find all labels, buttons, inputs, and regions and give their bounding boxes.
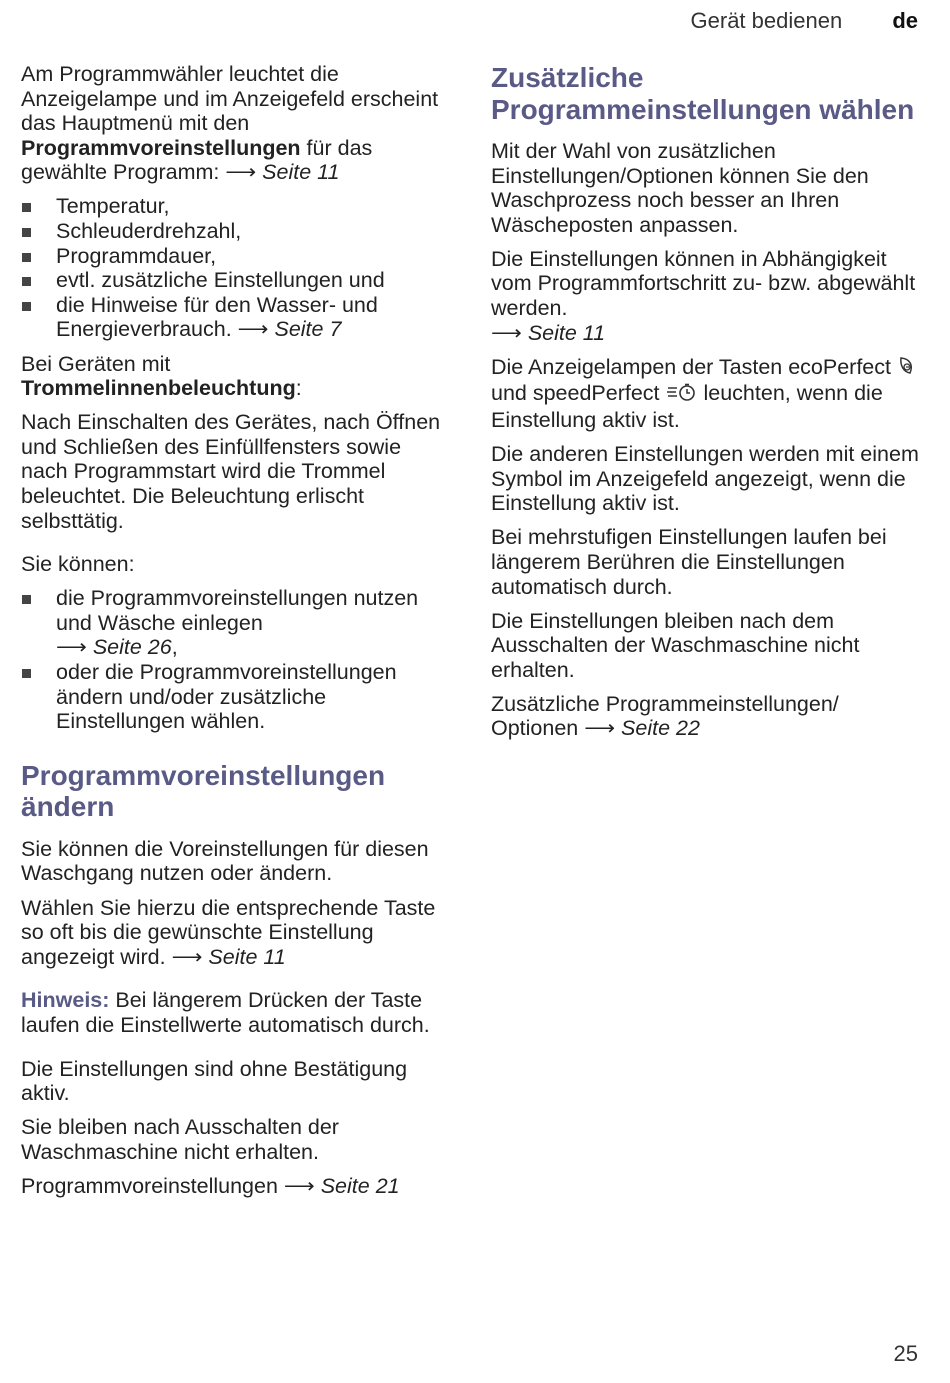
page-reference[interactable]: Seite 22 bbox=[621, 716, 700, 741]
speed-clock-icon bbox=[666, 382, 698, 408]
hint-text: Bei längerem Drücken der Taste laufen die Einstellwerte automatisch durch. bbox=[21, 988, 430, 1037]
list-item bbox=[21, 293, 453, 342]
right-column bbox=[491, 62, 931, 751]
intro-text-2: für das gewählte Programm: bbox=[21, 135, 373, 185]
drum-light-label bbox=[21, 352, 453, 401]
page-number: 25 bbox=[893, 1341, 918, 1366]
intro-bold: Programmvoreinstellungen bbox=[21, 135, 301, 160]
intro-paragraph bbox=[21, 62, 453, 185]
left-column bbox=[21, 62, 453, 1208]
settings-list bbox=[21, 194, 453, 342]
paragraph-text: Zusätzliche Programmeinstellungen/ Optionen bbox=[491, 691, 839, 741]
arrow-icon: ⟶ bbox=[225, 160, 257, 185]
paragraph: Bei mehrstufigen Einstellungen laufen bei längerem Berühren die Einstellungen automatisch durch. bbox=[491, 525, 887, 599]
section-heading: Zusätzliche Programmeinstellungen wählen bbox=[491, 62, 915, 125]
paragraph-text: Die Einstellungen können in Abhängigkeit vom Programmfortschritt zu- bzw. abgewählt werden. bbox=[491, 246, 916, 321]
drum-label-colon: : bbox=[295, 376, 302, 401]
paragraph: Sie können die Voreinstellungen für diesen Waschgang nutzen oder ändern. bbox=[21, 836, 429, 886]
you-can-label: Sie können: bbox=[21, 552, 135, 577]
list-item-suffix: , bbox=[171, 635, 178, 660]
paragraph: Die anderen Einstellungen werden mit einem Symbol im Anzeigefeld angezeigt, wenn die Einstellung aktiv ist. bbox=[491, 442, 919, 516]
page-header bbox=[691, 8, 918, 34]
list-item bbox=[21, 586, 453, 660]
list-item-text: die Programmvoreinstellungen nutzen und Wäsche einlegen bbox=[56, 586, 419, 635]
drum-label-text: Bei Geräten mit bbox=[21, 351, 171, 376]
header-language-code: de bbox=[892, 8, 918, 33]
section-heading: Programmvoreinstellungen ändern bbox=[21, 759, 386, 823]
intro-text: Am Programmwähler leuchtet die Anzeigelampe und im Anzeigefeld erscheint das Hauptmenü mit den bbox=[21, 62, 439, 136]
header-section-title: Gerät bedienen bbox=[690, 8, 843, 33]
list-item: oder die Programmvoreinstellungen ändern und/oder zusätzliche Einstellungen wählen. bbox=[21, 660, 453, 734]
page-reference[interactable]: Seite 21 bbox=[320, 1173, 400, 1198]
arrow-icon: ⟶ bbox=[491, 320, 522, 345]
list-item: Temperatur, bbox=[21, 194, 453, 219]
arrow-icon: ⟶ bbox=[171, 944, 203, 969]
paragraph-text: Wählen Sie hierzu die entsprechende Taste so oft bis die gewünschte Einstellung angezeigt wird. bbox=[21, 895, 436, 969]
hint-paragraph bbox=[21, 988, 453, 1037]
paragraph: Die Einstellungen bleiben nach dem Ausschalten der Waschmaschine nicht erhalten. bbox=[491, 608, 860, 682]
paragraph bbox=[491, 355, 931, 433]
paragraph-text: Programmvoreinstellungen bbox=[21, 1173, 284, 1198]
paragraph-text: und speedPerfect bbox=[491, 381, 666, 406]
page-reference[interactable]: Seite 11 bbox=[208, 944, 286, 969]
eco-leaf-icon bbox=[897, 356, 915, 382]
paragraph bbox=[21, 896, 453, 970]
paragraph-text: leuchten, wenn die Einstellung aktiv ist. bbox=[491, 381, 883, 432]
arrow-icon: ⟶ bbox=[237, 317, 269, 342]
list-item: Programmdauer, bbox=[21, 244, 453, 269]
paragraph: Sie bleiben nach Ausschalten der Waschmaschine nicht erhalten. bbox=[21, 1115, 339, 1164]
list-item: Schleuderdrehzahl, bbox=[21, 219, 453, 244]
options-list bbox=[21, 586, 453, 734]
page-reference[interactable]: Seite 11 bbox=[527, 320, 606, 345]
page-reference[interactable]: Seite 26 bbox=[92, 635, 172, 660]
paragraph bbox=[491, 692, 931, 741]
paragraph bbox=[21, 1174, 453, 1199]
drum-light-paragraph: Nach Einschalten des Gerätes, nach Öffnen und Schließen des Einfüllfensters sowie nach Programmstart wird die Trommel beleuchtet. Die Beleuchtung erlischt selbsttätig. bbox=[21, 410, 441, 533]
page-reference[interactable]: Seite 11 bbox=[262, 160, 340, 185]
page-reference[interactable]: Seite 7 bbox=[274, 317, 342, 342]
drum-label-bold: Trommelinnenbeleuchtung bbox=[21, 376, 296, 401]
arrow-icon: ⟶ bbox=[584, 716, 616, 741]
hint-label: Hinweis: bbox=[21, 988, 110, 1013]
paragraph: Mit der Wahl von zusätzlichen Einstellungen/Optionen können Sie den Waschprozess noch besser an Ihren Wäscheposten anpassen. bbox=[491, 139, 869, 237]
list-item-text: die Hinweise für den Wasser- und Energieverbrauch. bbox=[56, 292, 378, 342]
paragraph-text: Die Anzeigelampen der Tasten ecoPerfect bbox=[491, 354, 897, 379]
arrow-icon: ⟶ bbox=[56, 635, 87, 660]
arrow-icon: ⟶ bbox=[283, 1173, 315, 1198]
list-item: evtl. zusätzliche Einstellungen und bbox=[21, 268, 453, 293]
paragraph: Die Einstellungen sind ohne Bestätigung aktiv. bbox=[21, 1056, 408, 1106]
paragraph bbox=[491, 247, 931, 345]
